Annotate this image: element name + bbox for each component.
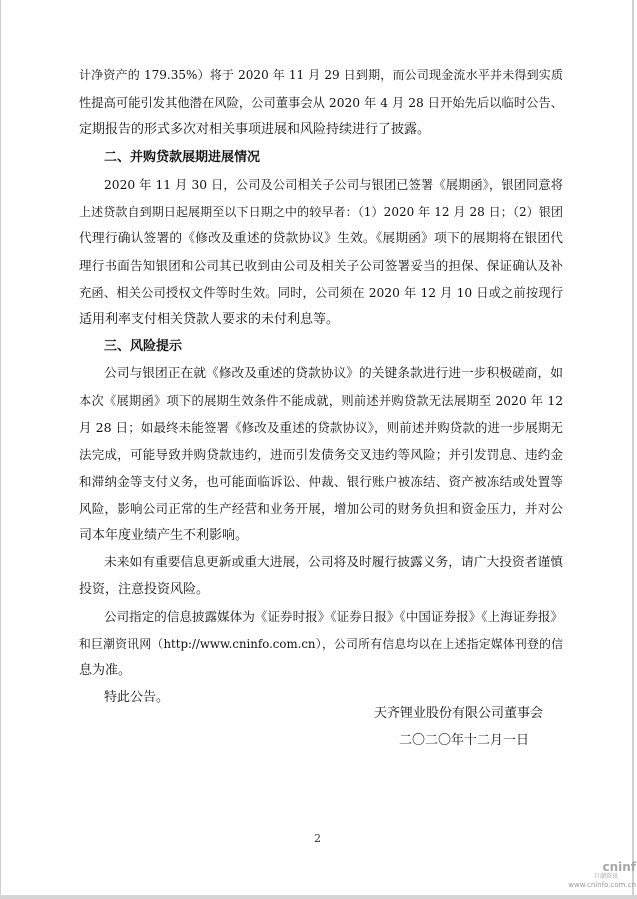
page-bottom-edge <box>0 895 637 899</box>
body-line: 和滞纳金等支付义务，也可能面临诉讼、仲裁、银行账户被冻结、资产被冻结或处置等 <box>79 474 563 489</box>
body-line: 未来如有重要信息更新或重大进展，公司将及时履行披露义务，请广大投资者谨慎 <box>104 555 563 570</box>
body-line: 定期报告的形式多次对相关事项进展和风险持续进行了披露。 <box>79 122 431 137</box>
section-heading: 二、并购贷款展期进展情况 <box>104 150 261 165</box>
body-line: 司本年度业绩产生不利影响。 <box>79 528 249 543</box>
body-line: 投资，注意投资风险。 <box>79 582 210 597</box>
body-line: 本次《展期函》项下的展期生效条件不能成就，则前述并购贷款无法展期至 2020 年 12 <box>79 394 563 408</box>
body-line: 月 28 日；如最终未能签署《修改及重述的贷款协议》，则前述并购贷款的进一步展期无 <box>79 420 563 435</box>
signature-company: 天齐锂业股份有限公司董事会 <box>374 706 544 721</box>
body-line: 息为准。 <box>79 663 132 678</box>
section-heading: 三、风险提示 <box>104 339 183 354</box>
body-line: 公司与银团正在就《修改及重述的贷款协议》的关键条款进行进一步积极磋商，如 <box>104 366 563 381</box>
body-line: 代理行确认签署的《修改及重述的贷款协议》生效。《展期函》项下的展期将在银团代 <box>79 231 563 246</box>
cninfo-watermark-logo <box>566 861 636 893</box>
body-line: 和巨潮资讯网（http://www.cninfo.com.cn），公司所有信息均以在上述指定媒体刊登的信 <box>79 637 563 651</box>
closing-line: 特此公告。 <box>104 690 170 705</box>
body-line: 2020 年 11 月 30 日，公司及公司相关子公司与银团已签署《展期函》，银团同意将 <box>104 178 563 192</box>
body-line: 公司指定的信息披露媒体为《证券时报》《证券日报》《中国证券报》《上海证券报》 <box>104 609 563 624</box>
watermark-url: www.cninfo.com.cn <box>568 881 636 889</box>
watermark-brand: cninf <box>602 860 636 874</box>
page-number: 2 <box>314 832 321 845</box>
body-line: 计净资产的 179.35%）将于 2020 年 11 月 29 日到期，而公司现金流水平并未得到实质 <box>79 68 563 82</box>
watermark-cn: 巨潮资讯 <box>593 873 618 880</box>
body-line: 理行书面告知银团和公司其已收到由公司及相关子公司签署妥当的担保、保证确认及补 <box>79 258 563 273</box>
body-line: 风险，影响公司正常的生产经营和业务开展，增加公司的财务负担和资金压力，并对公 <box>79 501 563 516</box>
body-line: 性提高可能引发其他潜在风险，公司董事会从 2020 年 4 月 28 日开始先后以临时公告、 <box>79 96 563 110</box>
signature-date: 二〇二〇年十二月一日 <box>399 733 530 748</box>
body-line: 充函、相关公司授权文件等时生效。同时，公司须在 2020 年 12 月 10 日或之前按现行 <box>79 286 563 300</box>
body-line: 上述贷款自到期日起展期至以下日期之中的较早者：（1）2020 年 12 月 28 日；（2）银团 <box>79 205 563 219</box>
body-line: 适用利率支付相关贷款人要求的未付利息等。 <box>79 312 340 327</box>
body-line: 法完成，可能导致并购贷款违约，进而引发债务交叉违约等风险；并引发罚息、违约金 <box>79 447 563 462</box>
